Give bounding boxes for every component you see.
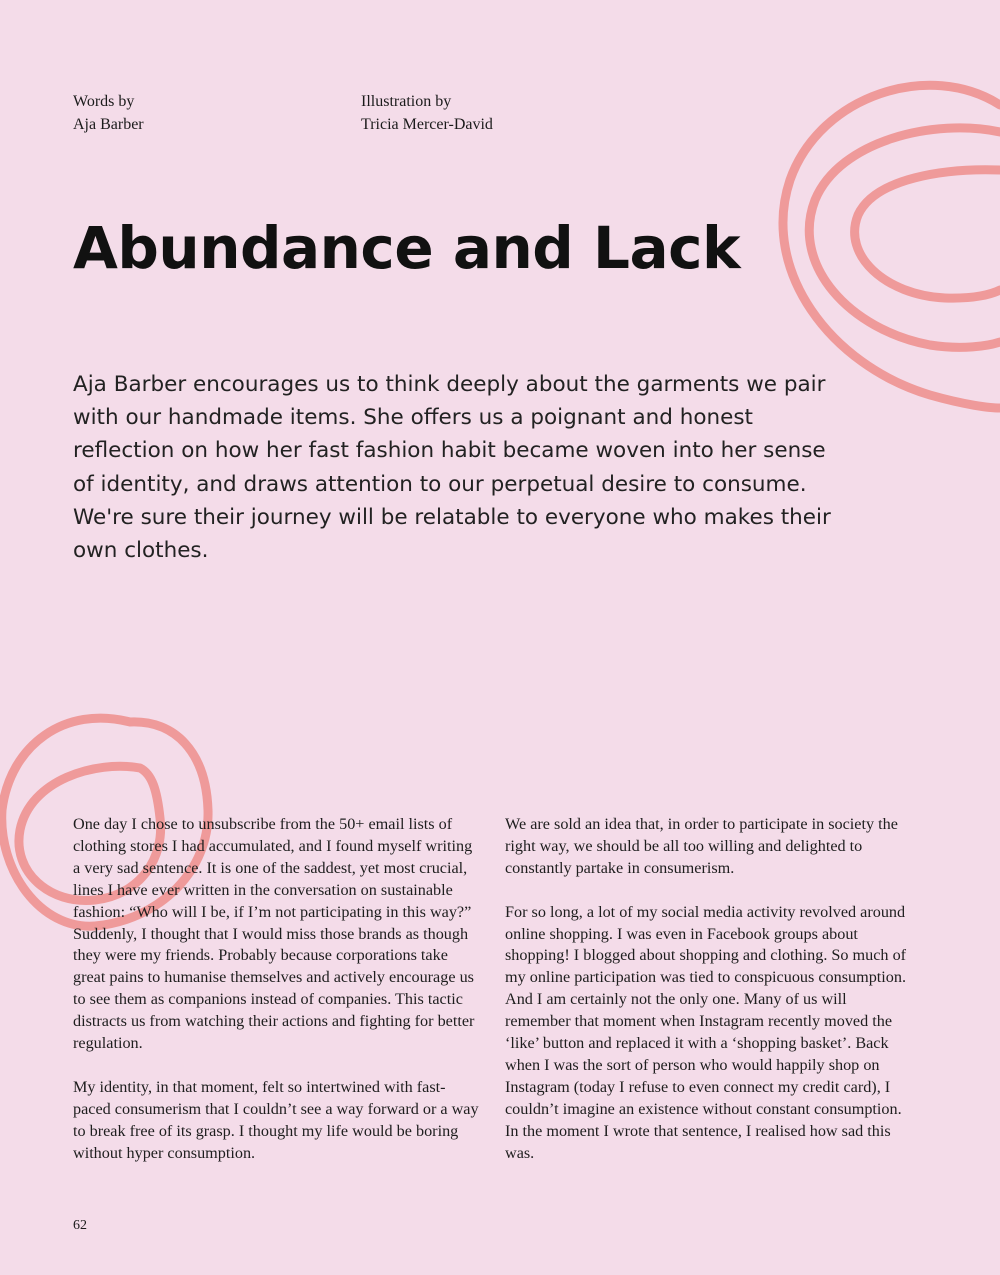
standfirst: Aja Barber encourages us to think deeply about the garments we pair with our handmade items. She offers us a poignant and honest reflection on how her fast fashion habit became woven into her sense of identity, and draws attention to our perpetual desire to consume. We're sure their journey will be relatable to everyone who makes their own clothes. (73, 372, 831, 564)
page-number: 62 (73, 1218, 87, 1233)
credit-illustration (361, 90, 493, 136)
credit-words-name: Aja Barber (73, 116, 144, 133)
credit-illustration-name: Tricia Mercer-David (361, 116, 493, 133)
credit-illustration-label: Illustration by (361, 93, 452, 110)
paragraph: One day I chose to unsubscribe from the 50+ email lists of clothing stores I had accumulated, and I found myself writing a very sad sentence. It is one of the saddest, yet most crucial, lines I have ever written in the conversation on sustainable fashion: “Who will I be, if I’m not participating in this way?” Suddenly, I thought that I would miss those brands as though they were my friends. Probably because corporations take great pains to humanise themselves and actively encourage us to see them as companions instead of companies. This tactic distracts us from watching their actions and fighting for better regulation. (73, 815, 475, 1053)
swirl-top-right-outer (783, 85, 1000, 408)
credit-words-label: Words by (73, 93, 135, 110)
article-title: Abundance and Lack (73, 214, 741, 282)
swirl-top-right-middle (809, 128, 1000, 347)
swirl-top-right-inner (855, 170, 1000, 298)
paragraph: We are sold an idea that, in order to participate in society the right way, we should be all too willing and delighted to constantly partake in consumerism. (505, 815, 898, 877)
paragraph: My identity, in that moment, felt so intertwined with fast-paced consumerism that I couldn’t see a way forward or a way to break free of its grasp. I thought my life would be boring without hyper consumption. (73, 1077, 479, 1162)
credit-words (73, 90, 144, 136)
body-column-left (73, 814, 483, 1186)
paragraph: For so long, a lot of my social media activity revolved around online shopping. I was even in Facebook groups about shopping! I blogged about shopping and clothing. So much of my online participation was tied to conspicuous consumption. And I am certainly not the only one. Many of us will remember that moment when Instagram recently moved the ‘like’ button and replaced it with a ‘shopping basket’. Back when I was the sort of person who would happily shop on Instagram (today I refuse to even connect my credit card), I couldn’t imagine an existence without constant consumption. In the moment I wrote that sentence, I realised how sad this was. (505, 902, 907, 1162)
body-column-right (505, 814, 915, 1186)
